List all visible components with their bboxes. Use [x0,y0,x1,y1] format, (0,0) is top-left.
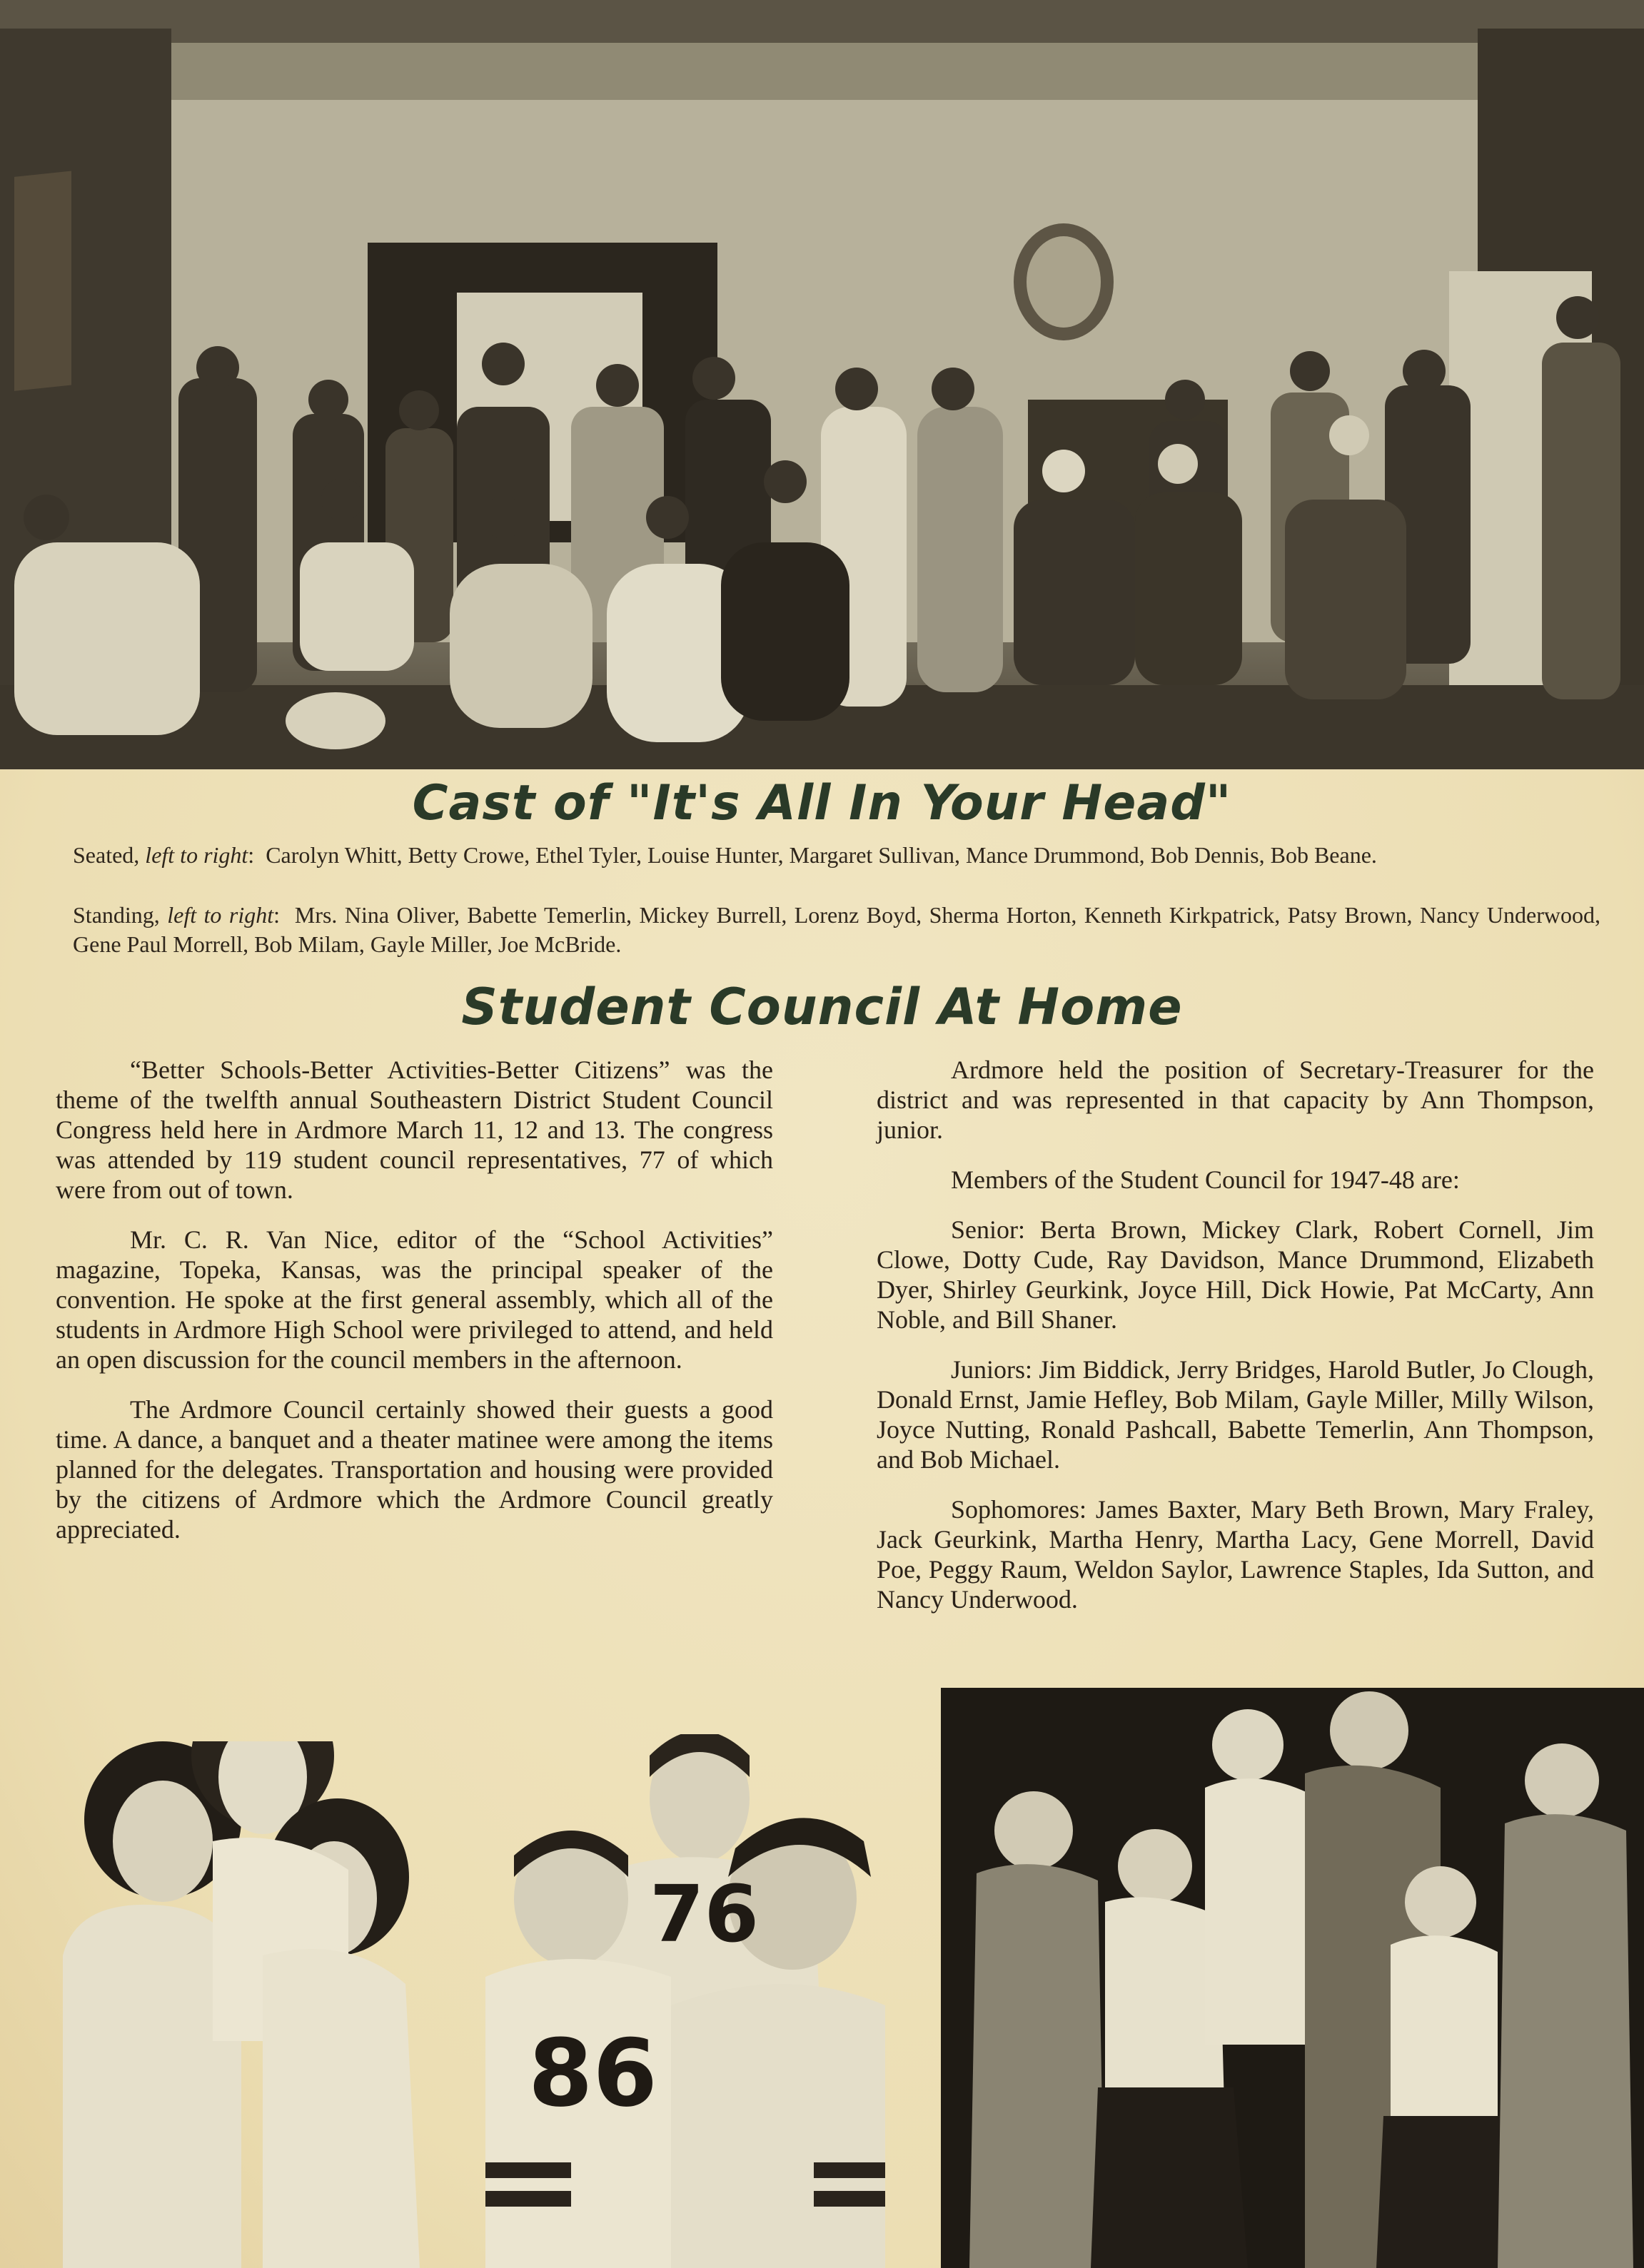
members-sophomores: Sophomores: James Baxter, Mary Beth Brown, Mary Fraley, Jack Geurkink, Martha Henry, Martha Lacy, Gene Morrell, David Poe, Peggy Raum, Weldon Saylor, Lawrence Staples, Ida Sutton, and Nancy Underwood. [877,1495,1594,1614]
standing-direction: left to right [167,902,274,928]
photo-council-group [941,1688,1644,2268]
article-paragraph: Mr. C. R. Van Nice, editor of the “School Activities” magazine, Topeka, Kansas, was the principal speaker of the convention. He spoke at the first general assembly, which all of the students in Ardmore High School were privileged to attend, and held an open discussion for the council members in the afternoon. [56,1225,773,1374]
article-left-column [56,1055,773,1564]
standing-names: Mrs. Nina Oliver, Babette Temerlin, Mickey Burrell, Lorenz Boyd, Sherma Horton, Kenneth Kirkpatrick, Patsy Brown, Nancy Underwood, Gene Paul Morrell, Bob Milam, Gayle Miller, Joe McBride. [73,902,1600,957]
standing-label: Standing, [73,902,160,928]
council-headline: Student Council At Home [461,978,1183,1036]
article-paragraph: “Better Schools-Better Activities-Better Citizens” was the theme of the twelfth annual Southeastern District Student Council Congress held here in Ardmore March 11, 12 and 13. The congress was attended by 119 student council representatives, 77 of which were from out of town. [56,1055,773,1204]
photo-football-players [485,1734,885,2268]
cast-caption-standing: Standing, left to right: Mrs. Nina Oliver, Babette Temerlin, Mickey Burrell, Lorenz Boyd, Sherma Horton, Kenneth Kirkpatrick, Patsy Brown, Nancy Underwood, Gene Paul Morrell, Bob Milam, Gayle Miller, Joe McBride. [73,902,1600,957]
group-drawing [941,1688,1644,2268]
article-paragraph: The Ardmore Council certainly showed their guests a good time. A dance, a banquet and a theater matinee were among the items planned for the delegates. Transportation and housing were provided by the citizens of Ardmore which the Ardmore Council greatly appreciated. [56,1395,773,1544]
seated-label: Seated, [73,842,140,868]
members-senior: Senior: Berta Brown, Mickey Clark, Robert Cornell, Jim Clowe, Dotty Cude, Ray Davidson, Mance Drummond, Elizabeth Dyer, Shirley Geurkink, Joyce Hill, Dick Howie, Pat McCarty, Ann Noble, and Bill Shaner. [877,1215,1594,1334]
article-paragraph: Ardmore held the position of Secretary-Treasurer for the district and was represented in that capacity by Ann Thompson, junior. [877,1055,1594,1144]
jersey-number-86: 86 [528,2019,657,2127]
stage-scene-drawing [0,0,1644,769]
football-drawing [485,1734,885,2268]
photo-three-girls [49,1741,420,2268]
cast-caption-seated: Seated, left to right: Carolyn Whitt, Betty Crowe, Ethel Tyler, Louise Hunter, Margaret Sullivan, Mance Drummond, Bob Dennis, Bob Beane. [73,842,1377,868]
girls-drawing [49,1741,420,2268]
stage-cast-photo [0,0,1644,769]
seated-direction: left to right [145,842,248,868]
jersey-number-76: 76 [650,1868,760,1960]
article-right-column [877,1055,1594,1634]
article-paragraph: Members of the Student Council for 1947-48 are: [951,1165,1460,1194]
members-juniors: Juniors: Jim Biddick, Jerry Bridges, Harold Butler, Jo Clough, Donald Ernst, Jamie Hefley, Bob Milam, Gayle Miller, Milly Wilson, Joyce Nutting, Ronald Pashcall, Babette Temerlin, Ann Thompson, and Bob Michael. [877,1355,1594,1474]
seated-names: Carolyn Whitt, Betty Crowe, Ethel Tyler, Louise Hunter, Margaret Sullivan, Mance Drummond, Bob Dennis, Bob Beane. [266,842,1377,868]
cast-headline: Cast of "It's All In Your Head" [412,775,1232,831]
